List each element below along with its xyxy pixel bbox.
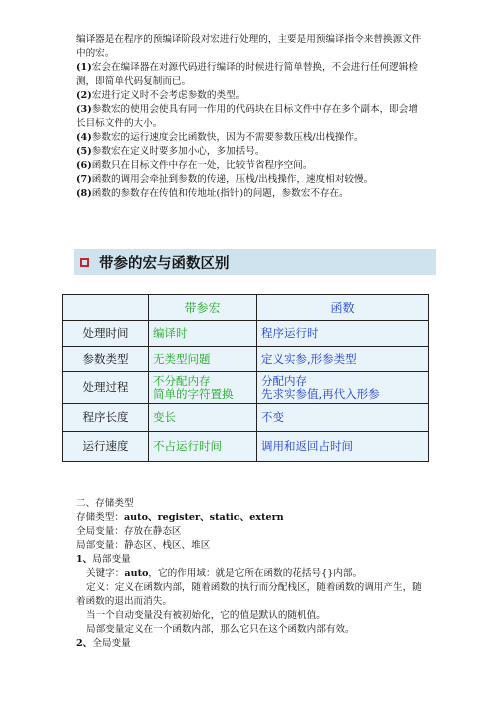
macro-point-5: (5)参数宏在定义时要多加小心，多加括号。: [76, 146, 265, 157]
storage-title: 二、存储类型: [76, 498, 134, 509]
macro-cell-line: 简单的字符置换: [153, 386, 234, 401]
row-label: 处理过程: [63, 372, 149, 404]
definition-line: 定义：定义在函数内部，随着函数的执行而分配栈区，随着函数的调用产生，随着函数的退出而消失。: [76, 582, 422, 607]
macro-point-2: (2)宏进行定义时不会考虑参数的类型。: [76, 90, 246, 101]
function-cell: 定义实参,形参类型: [257, 347, 429, 372]
table-row: [63, 372, 429, 404]
function-cell: 调用和返回占时间: [257, 432, 429, 462]
global-var-line: 全局变量：存放在静态区: [76, 526, 182, 537]
local-var-line: 局部变量：静态区、栈区、堆区: [76, 540, 211, 551]
macro-point-3: (3)参数宏的使用会使具有同一作用的代码块在目标文件中存在多个副本，即会增长目标文件的大小。: [76, 104, 418, 129]
comparison-table: [62, 294, 429, 462]
macro-point-4: (4)参数宏的运行速度会比函数快，因为不需要参数压栈/出栈操作。: [76, 132, 364, 143]
comparison-table-wrap: [62, 294, 428, 461]
row-label: 程序长度: [63, 404, 149, 432]
square-bullet-icon: [80, 258, 89, 267]
row-label: 处理时间: [63, 321, 149, 347]
macro-cell: 变长: [149, 404, 257, 432]
table-row: [63, 347, 429, 372]
table-row: [63, 432, 429, 462]
row-label: 运行速度: [63, 432, 149, 462]
storage-types: 存储类型：auto、register、static、extern: [76, 512, 284, 523]
comparison-heading: [74, 249, 436, 275]
subsection-1-title: 1、局部变量: [76, 554, 131, 565]
macro-cell-line: 不分配内存: [153, 373, 211, 388]
function-cell-line: 先求实参值,再代入形参: [261, 386, 380, 401]
macro-point-8: (8)函数的参数存在传值和传地址(指针)的问题，参数宏不存在。: [76, 188, 349, 199]
scope-note-line: 局部变量定义在一个函数内部，那么它只在这个函数内部有效。: [86, 624, 355, 635]
macro-point-1: (1)宏会在编译器在对源代码进行编译的时候进行简单替换，不会进行任何逻辑检测，即简单代码复制而已。: [76, 62, 418, 87]
uninit-line: 当一个自动变量没有被初始化，它的值是默认的随机值。: [86, 610, 326, 621]
macro-intro: 编译器是在程序的预编译阶段对宏进行处理的，主要是用预编译指令来替换源文件中的宏。: [76, 34, 422, 59]
subsection-2-title: 2、全局变量: [76, 638, 131, 649]
row-label: 参数类型: [63, 347, 149, 372]
table-row: [63, 321, 429, 347]
comparison-heading-text: 带参的宏与函数区别: [99, 255, 230, 272]
macro-cell: 无类型问题: [149, 347, 257, 372]
function-cell: 程序运行时: [257, 321, 429, 347]
function-cell-line: 分配内存: [261, 373, 307, 388]
table-header-row: [63, 295, 429, 321]
macro-cell: 不占运行时间: [149, 432, 257, 462]
table-header-empty: [63, 295, 149, 321]
function-cell: [257, 372, 429, 404]
macro-point-7: (7)函数的调用会牵扯到参数的传递，压栈/出栈操作，速度相对较慢。: [76, 174, 374, 185]
function-cell: 不变: [257, 404, 429, 432]
macro-cell: [149, 372, 257, 404]
table-header-macro: 带参宏: [149, 295, 257, 321]
keyword-line: 关键字：auto，它的作用域：就是它所在函数的花括号{}内部。: [86, 568, 363, 579]
macro-point-6: (6)函数只在目标文件中存在一处，比较节省程序空间。: [76, 160, 313, 171]
table-header-function: 函数: [257, 295, 429, 321]
table-row: [63, 404, 429, 432]
macro-cell: 编译时: [149, 321, 257, 347]
